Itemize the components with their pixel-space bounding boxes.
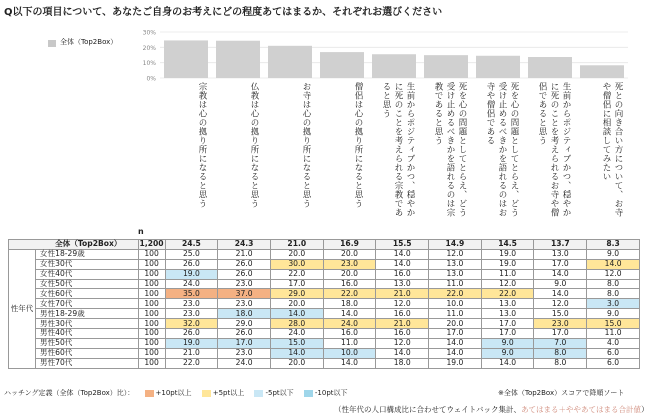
value-cell: 29.0 [270, 289, 323, 299]
value-cell: 23.0 [165, 299, 218, 309]
legend-plus5: +5pt以上 [212, 389, 245, 397]
value-cell: 23.0 [218, 348, 271, 358]
value-cell: 23.0 [534, 319, 587, 329]
n-cell: 1,200 [139, 239, 164, 249]
hatching-legend [4, 388, 348, 398]
bar-chart [0, 24, 640, 88]
value-cell: 24.0 [165, 279, 218, 289]
value-cell: 21.0 [376, 289, 429, 299]
legend-plus10: +10pt以上 [155, 389, 192, 397]
value-cell: 20.0 [429, 319, 482, 329]
value-cell: 13.0 [376, 279, 429, 289]
group-label: 性年代 [9, 249, 36, 368]
table-row [9, 279, 640, 289]
column-header-2: 仏教は心の拠り所になると思う [249, 82, 259, 208]
value-cell: 9.0 [481, 348, 534, 358]
value-cell: 9.0 [481, 338, 534, 348]
value-cell: 17.0 [218, 338, 271, 348]
row-label: 全体（Top2Box） [9, 240, 139, 250]
legend-minus10: -10pt以下 [314, 389, 348, 397]
value-cell: 17.0 [429, 329, 482, 339]
column-header-9: 死との向き合い方について、お寺や僧侶に相談してみたい [601, 82, 623, 217]
table-row [9, 338, 640, 348]
value-cell: 32.0 [165, 319, 218, 329]
value-cell: 9.0 [587, 249, 640, 259]
value-cell: 16.0 [323, 279, 376, 289]
value-cell: 6.0 [587, 358, 640, 368]
weighting-note [334, 404, 649, 415]
swatch-plus5 [202, 390, 211, 397]
legend-minus5: -5pt以下 [265, 389, 294, 397]
n-cell: 100 [138, 289, 165, 299]
column-header-7: 死を心の問題としてとらえ、どう受け止めるべきかを語れるのはお寺や僧侶である [485, 82, 519, 217]
row-label: 女性40代 [35, 269, 138, 279]
value-cell: 14.0 [270, 348, 323, 358]
y-tick-label: 30% [142, 29, 156, 37]
row-label: 女性30代 [35, 259, 138, 269]
value-cell: 24.0 [270, 329, 323, 339]
value-cell: 26.0 [165, 259, 218, 269]
value-cell: 8.0 [587, 279, 640, 289]
value-cell: 30.0 [270, 259, 323, 269]
n-column-header: n [138, 227, 144, 236]
value-cell: 22.0 [481, 289, 534, 299]
column-header-4: 僧侶は心の拠り所になると思う [353, 82, 363, 208]
note-suffix: ） [641, 405, 649, 414]
value-cell: 12.0 [481, 279, 534, 289]
score-table [8, 239, 640, 369]
value-cell: 19.0 [429, 358, 482, 368]
value-cell: 3.0 [587, 299, 640, 309]
column-header-8: 生前からポジティブかつ、穏やかに死のことを考えられるお寺や僧侶であると思う [537, 82, 571, 217]
value-cell: 18.0 [323, 299, 376, 309]
table-row [9, 319, 640, 329]
value-cell: 13.0 [534, 249, 587, 259]
value-cell: 22.0 [429, 289, 482, 299]
value-cell: 20.0 [323, 269, 376, 279]
table-row [9, 299, 640, 309]
value-cell: 8.0 [534, 358, 587, 368]
value-cell: 19.0 [165, 269, 218, 279]
value-cell: 26.0 [218, 329, 271, 339]
row-label: 男性50代 [35, 338, 138, 348]
value-cell: 19.0 [481, 249, 534, 259]
value-cell: 35.0 [165, 289, 218, 299]
value-cell: 21.0 [270, 240, 323, 250]
row-label: 男性40代 [35, 329, 138, 339]
hatching-definition-label: ハッチング定義（全体（Top2Box）比）： [4, 389, 135, 397]
value-cell: 21.0 [165, 348, 218, 358]
value-cell: 21.0 [218, 249, 271, 259]
n-cell: 100 [138, 348, 165, 358]
row-label: 女性18-29歳 [35, 249, 138, 259]
value-cell: 20.0 [270, 249, 323, 259]
value-cell: 12.0 [376, 299, 429, 309]
n-cell: 100 [138, 299, 165, 309]
value-cell: 13.0 [481, 299, 534, 309]
value-cell: 24.3 [218, 240, 271, 250]
column-header-1: 宗教は心の拠り所になると思う [197, 82, 207, 208]
value-cell: 12.0 [376, 338, 429, 348]
bar-4 [320, 52, 364, 78]
row-label: 男性30代 [35, 319, 138, 329]
value-cell: 17.0 [270, 279, 323, 289]
value-cell: 17.0 [534, 259, 587, 269]
column-header-6: 死を心の問題としてとらえ、どう受け止めるべきかを語れるのは宗教であると思う [433, 82, 467, 217]
value-cell: 15.5 [376, 240, 429, 250]
row-label: 男性18-29歳 [35, 309, 138, 319]
n-cell: 100 [138, 319, 165, 329]
value-cell: 26.0 [218, 259, 271, 269]
question-title: Q以下の項目について、あなたご自身のお考えにどの程度あてはまるか、それぞれお選びください [4, 7, 443, 18]
value-cell: 14.0 [429, 348, 482, 358]
value-cell: 23.0 [165, 309, 218, 319]
table-row [9, 309, 640, 319]
value-cell: 22.0 [270, 269, 323, 279]
value-cell: 14.0 [587, 259, 640, 269]
table-row [9, 249, 640, 259]
value-cell: 37.0 [218, 289, 271, 299]
bar-1 [164, 40, 208, 78]
legend-label: 全体（Top2Box） [60, 38, 118, 46]
value-cell: 14.0 [534, 289, 587, 299]
value-cell: 11.0 [429, 279, 482, 289]
swatch-minus5 [254, 390, 263, 397]
value-cell: 28.0 [270, 319, 323, 329]
value-cell: 16.0 [376, 329, 429, 339]
value-cell: 15.0 [534, 309, 587, 319]
value-cell: 6.0 [587, 348, 640, 358]
y-tick-label: 0% [146, 75, 156, 83]
n-cell: 100 [138, 329, 165, 339]
value-cell: 22.0 [323, 289, 376, 299]
value-cell: 16.0 [376, 269, 429, 279]
value-cell: 21.0 [376, 319, 429, 329]
value-cell: 17.0 [481, 319, 534, 329]
value-cell: 29.0 [218, 319, 271, 329]
value-cell: 9.0 [534, 279, 587, 289]
value-cell: 15.0 [587, 319, 640, 329]
value-cell: 8.0 [534, 348, 587, 358]
n-cell: 100 [138, 259, 165, 269]
value-cell: 23.0 [218, 279, 271, 289]
value-cell: 16.0 [376, 309, 429, 319]
value-cell: 11.0 [323, 338, 376, 348]
value-cell: 20.0 [270, 299, 323, 309]
column-header-3: お寺は心の拠り所になると思う [301, 82, 311, 208]
value-cell: 14.0 [429, 338, 482, 348]
value-cell: 26.0 [218, 269, 271, 279]
value-cell: 16.9 [323, 240, 376, 250]
value-cell: 14.0 [376, 249, 429, 259]
table-row [9, 289, 640, 299]
value-cell: 14.0 [534, 269, 587, 279]
row-label: 男性70代 [35, 358, 138, 368]
value-cell: 22.0 [165, 358, 218, 368]
value-cell: 23.0 [323, 259, 376, 269]
n-cell: 100 [138, 269, 165, 279]
value-cell: 9.0 [587, 309, 640, 319]
value-cell: 26.0 [165, 329, 218, 339]
value-cell: 20.0 [270, 358, 323, 368]
bar-3 [268, 46, 312, 78]
note-accent: あてはまる＋ややあてはまる合計値 [521, 405, 642, 414]
value-cell: 13.7 [534, 240, 587, 250]
value-cell: 19.0 [165, 338, 218, 348]
table-row [9, 348, 640, 358]
table-row [9, 259, 640, 269]
y-tick-label: 10% [142, 60, 156, 68]
value-cell: 15.0 [270, 338, 323, 348]
value-cell: 24.0 [323, 319, 376, 329]
sort-note: ※全体（Top2Box）スコアで降順ソート [498, 389, 625, 397]
value-cell: 8.3 [587, 240, 640, 250]
row-label: 女性70代 [35, 299, 138, 309]
swatch-plus10 [145, 390, 154, 397]
value-cell: 14.0 [323, 309, 376, 319]
y-tick-label: 20% [142, 44, 156, 52]
bar-9 [580, 65, 624, 78]
n-cell: 100 [138, 249, 165, 259]
value-cell: 13.0 [481, 309, 534, 319]
value-cell: 17.0 [481, 329, 534, 339]
n-cell: 100 [138, 279, 165, 289]
value-cell: 10.0 [323, 348, 376, 358]
value-cell: 14.9 [429, 240, 482, 250]
bar-8 [528, 57, 572, 78]
value-cell: 23.0 [218, 299, 271, 309]
value-cell: 12.0 [534, 299, 587, 309]
value-cell: 18.0 [376, 358, 429, 368]
value-cell: 13.0 [429, 269, 482, 279]
n-cell: 100 [138, 309, 165, 319]
bar-2 [216, 41, 260, 78]
value-cell: 19.0 [481, 259, 534, 269]
value-cell: 17.0 [534, 329, 587, 339]
total-row [9, 240, 640, 250]
value-cell: 13.0 [429, 259, 482, 269]
value-cell: 24.5 [165, 240, 218, 250]
value-cell: 12.0 [429, 249, 482, 259]
row-label: 女性50代 [35, 279, 138, 289]
row-label: 女性60代 [35, 289, 138, 299]
note-prefix: （性年代の人口構成比に合わせてウェイトバック集計、 [334, 405, 522, 414]
value-cell: 11.0 [481, 269, 534, 279]
n-cell: 100 [138, 338, 165, 348]
bar-6 [424, 55, 468, 78]
value-cell: 14.0 [481, 358, 534, 368]
value-cell: 7.0 [534, 338, 587, 348]
value-cell: 14.0 [270, 309, 323, 319]
value-cell: 8.0 [587, 289, 640, 299]
bar-7 [476, 56, 520, 78]
value-cell: 18.0 [218, 309, 271, 319]
column-header-5: 生前からポジティブかつ、穏やかに死のことを考えられる宗教であると思う [381, 82, 415, 217]
value-cell: 20.0 [323, 249, 376, 259]
value-cell: 16.0 [323, 329, 376, 339]
value-cell: 14.0 [376, 259, 429, 269]
bar-5 [372, 54, 416, 78]
value-cell: 14.0 [323, 358, 376, 368]
row-label: 男性60代 [35, 348, 138, 358]
value-cell: 25.0 [165, 249, 218, 259]
value-cell: 12.0 [587, 269, 640, 279]
n-cell: 100 [138, 358, 165, 368]
value-cell: 24.0 [218, 358, 271, 368]
table-row [9, 329, 640, 339]
value-cell: 10.0 [429, 299, 482, 309]
value-cell: 11.0 [429, 309, 482, 319]
value-cell: 4.0 [587, 338, 640, 348]
value-cell: 14.0 [376, 348, 429, 358]
table-row [9, 269, 640, 279]
value-cell: 14.5 [481, 240, 534, 250]
swatch-minus10 [304, 390, 313, 397]
table-row [9, 358, 640, 368]
value-cell: 11.0 [587, 329, 640, 339]
